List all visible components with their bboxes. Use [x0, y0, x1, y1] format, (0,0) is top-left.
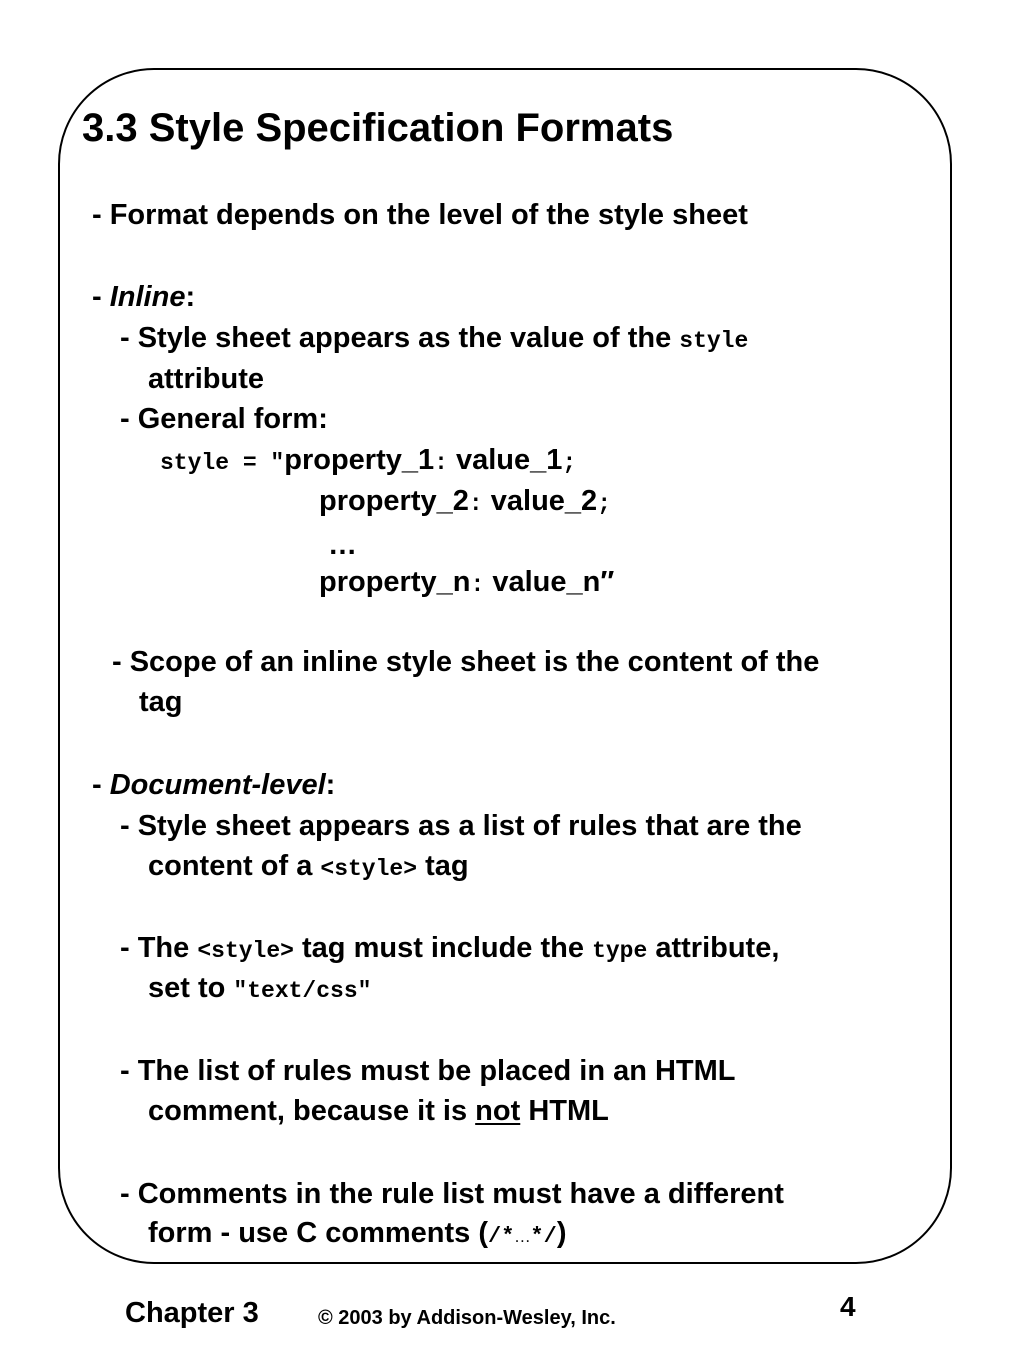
doc-point-2-cont — [148, 970, 371, 1009]
inline-point-1-cont: attribute — [148, 363, 264, 395]
inline-point-1 — [120, 320, 748, 359]
form-prop-n: property_n — [319, 566, 471, 598]
c-comment-ellipsis: … — [514, 1229, 531, 1246]
not-underlined: not — [475, 1095, 521, 1127]
general-form-ellipsis: … — [328, 529, 357, 561]
general-form-line-1 — [160, 442, 576, 481]
form-prop-2: property_2 — [319, 485, 469, 517]
c-comment-open-code: /* — [488, 1224, 515, 1249]
doc-point-4-cont-post: ) — [556, 1217, 567, 1249]
doc-point-3-cont-post: HTML — [520, 1095, 609, 1127]
doc-point-3: - The list of rules must be placed in an HTML — [120, 1055, 736, 1087]
style-attr-code: style — [679, 328, 749, 354]
doc-point-2-pre: - The — [120, 932, 198, 964]
doc-colon: : — [325, 769, 336, 801]
footer-chapter: Chapter 3 — [125, 1297, 259, 1329]
general-form-line-2 — [319, 483, 611, 522]
style-tag-code: <style> — [320, 856, 418, 882]
doc-point-2-post: attribute, — [647, 932, 780, 964]
form-end-2: ; — [597, 491, 611, 517]
doc-point-1-cont — [148, 848, 469, 887]
text-css-code: "text/css" — [233, 978, 372, 1004]
doc-point-3-cont — [148, 1093, 609, 1129]
doc-point-4-cont-pre: form - use C comments ( — [148, 1217, 488, 1249]
form-prefix-code: style = " — [160, 450, 285, 476]
form-sep-1: : — [434, 450, 448, 476]
inline-scope: - Scope of an inline style sheet is the content of the — [112, 646, 820, 678]
inline-heading-text: Inline — [109, 281, 186, 313]
form-prop-1: property_1 — [284, 444, 435, 476]
doc-dash: - — [92, 769, 110, 801]
style-tag-code-2: <style> — [197, 938, 294, 964]
doc-point-4-cont — [148, 1215, 566, 1256]
page-number: 4 — [840, 1291, 856, 1322]
footer-copyright: © 2003 by Addison-Wesley, Inc. — [318, 1307, 616, 1329]
doc-point-2-mid: tag must include the — [293, 932, 593, 964]
inline-point-1-text: - Style sheet appears as the value of the — [120, 322, 680, 354]
form-sep-n: : — [470, 572, 485, 598]
type-attr-code: type — [592, 938, 648, 964]
form-end-1: ; — [562, 450, 577, 476]
inline-heading — [92, 279, 195, 315]
doc-point-1-cont-post: tag — [417, 850, 469, 882]
doc-heading-text: Document-level — [109, 769, 326, 801]
form-val-n: value_n — [484, 566, 601, 598]
form-val-2: value_2 — [482, 485, 598, 517]
doc-point-1-cont-text: content of a — [148, 850, 321, 882]
c-comment-close-code: */ — [530, 1224, 557, 1249]
doc-point-1: - Style sheet appears as a list of rules that are the — [120, 810, 802, 842]
form-val-1: value_1 — [447, 444, 563, 476]
inline-scope-cont: tag — [139, 686, 183, 718]
inline-point-2: - General form: — [120, 403, 328, 435]
general-form-line-n — [319, 564, 614, 603]
doc-point-3-cont-pre: comment, because it is — [148, 1095, 476, 1127]
slide-title: 3.3 Style Specification Formats — [82, 106, 674, 150]
document-level-heading — [92, 767, 335, 803]
doc-point-2 — [120, 930, 779, 969]
inline-dash: - — [92, 281, 110, 313]
inline-colon: : — [185, 281, 196, 313]
doc-point-2-cont-text: set to — [148, 972, 234, 1004]
doc-point-4: - Comments in the rule list must have a different — [120, 1178, 784, 1210]
form-end-n: ″ — [600, 566, 615, 598]
form-sep-2: : — [468, 491, 483, 517]
intro-text: - Format depends on the level of the style sheet — [92, 199, 748, 231]
